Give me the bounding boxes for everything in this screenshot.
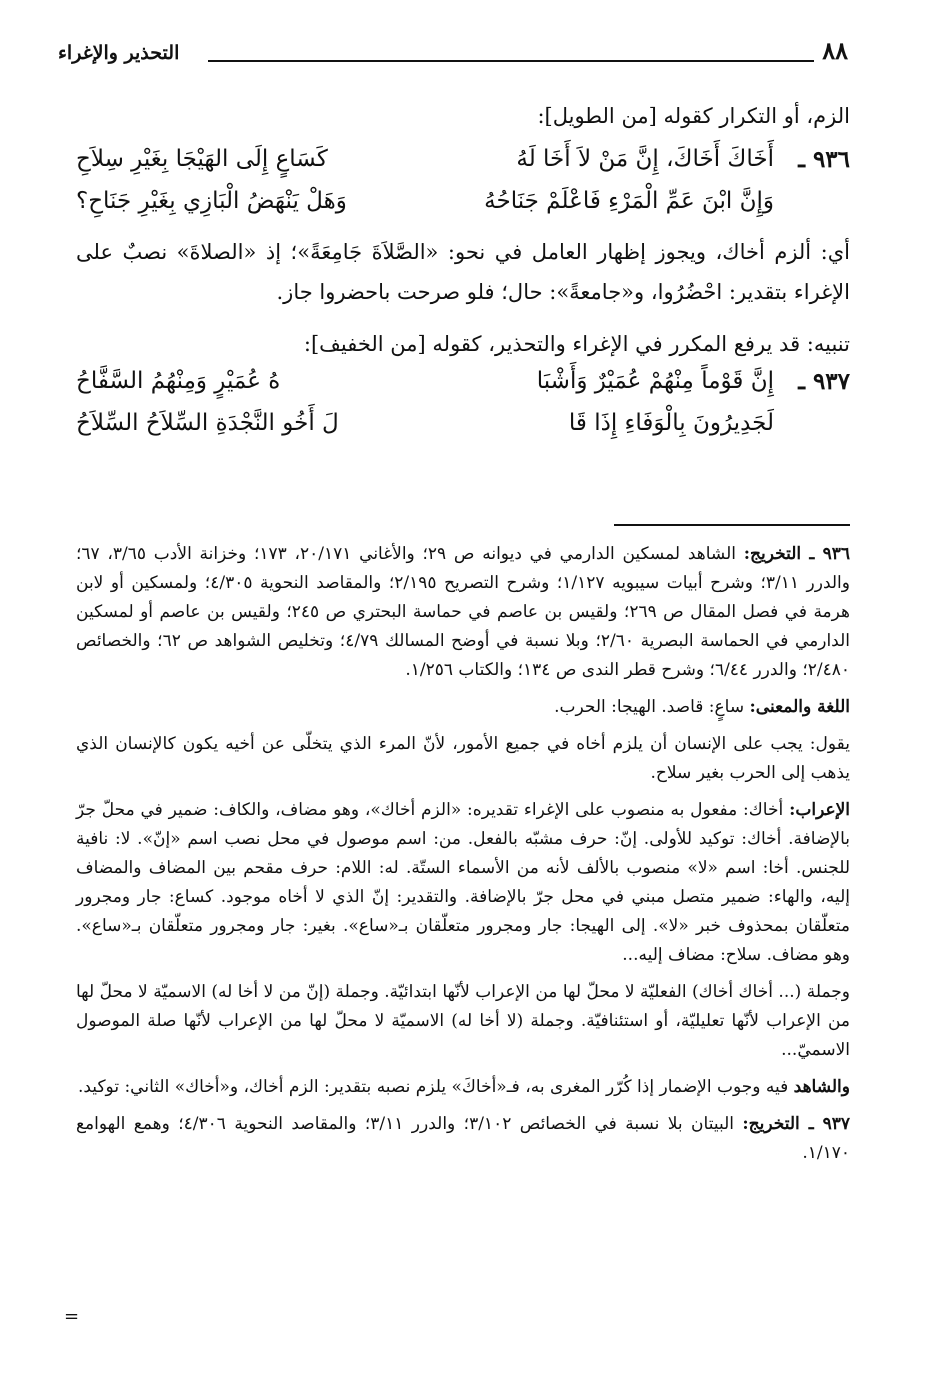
- footnote-divider: [614, 524, 850, 526]
- hemistich: أَخَاكَ أَخَاكَ، إِنَّ مَنْ لاَ أَخَا لَهُ: [516, 146, 774, 172]
- footnote-text: أخاك: مفعول به منصوب على الإغراء تقديره: «الزم أخاك»، وهو مضاف، والكاف: ضمير في محلّ جرّ بالإضافة. أخاك: توكيد للأولى. إنّ: حرف مشبّه بالفعل. من: اسم موصول في محل نصب اسم «إنّ». لا: نافية للجنس. أخا: اسم «لا» منصوب بالألف لأنه من الأسماء الستّة. له: اللام: حرف مقحم بين المضاف والمضاف إليه، والهاء: ضمير متصل مبني في محل جرّ بالإضافة. والتقدير: إنّ الذي لا أخاه موجود. كساع: جار ومجرور متعلّقان بمحذوف خبر «لا». إلى الهيجا: جار ومجرور متعلّقان بـ«ساع». بغير: جار ومجرور متعلّقان بـ«ساع». وهو مضاف. سلاح: مضاف إليه...: [76, 800, 850, 965]
- hemistich: كَسَاعٍ إِلَى الهَيْجَا بِغَيْرِ سِلاَحِ: [76, 146, 328, 172]
- footnote-text: فيه وجوب الإضمار إذا كُرّر المغرى به، فـ«أخاكَ» يلزم نصبه بتقدير: الزم أخاك، و«أخاك» الثاني: توكيد.: [77, 1077, 789, 1097]
- footnote-takhrij-937: [76, 1110, 850, 1168]
- footnote-lugha: [76, 693, 850, 722]
- page-header: [58, 36, 848, 76]
- footnote-label: ٩٣٧ ـ التخريج:: [742, 1114, 850, 1134]
- explanation-paragraph: أي: ألزم أخاك، ويجوز إظهار العامل في نحو: «الصَّلاَةَ جَامِعَةً»؛ إذ «الصلاةَ» نصبٌ على الإغراء بتقدير: احْضُرُوا، و«جامعةً»: حال؛ فلو صرحت باحضروا جاز.: [76, 240, 850, 304]
- footnote-text: الشاهد لمسكين الدارمي في ديوانه ص ٢٩؛ والأغاني ٢٠/١٧١، ١٧٣؛ وخزانة الأدب ٣/٦٥، ٦٧؛ والدرر ٣/١١؛ وشرح أبيات سيبويه ١/١٢٧؛ وشرح التصريح ٢/١٩٥؛ والمقاصد النحوية ٤/٣٠٥؛ ولمسكين أو لابن هرمة في فصل المقال ص ٢٦٩؛ ولقيس بن عاصم في حماسة البحتري ص ٢٤٥؛ ولقيس بن عاصم أو لمسكين الدارمي في الحماسة البصرية ٢/٦٠؛ وبلا نسبة في أوضح المسالك ٤/٧٩؛ وتخليص الشواهد ص ٦٢؛ والخصائص ٢/٤٨٠؛ والدرر ٦/٤٤؛ وشرح قطر الندى ص ١٣٤؛ والكتاب ١/٢٥٦.: [76, 544, 851, 680]
- hemistich: هُ عُمَيْرٍ وَمِنْهُمُ السَّفَّاحُ: [76, 368, 281, 394]
- note-line: تنبيه: قد يرفع المكرر في الإغراء والتحذير، كقوله [من الخفيف]:: [303, 332, 850, 356]
- footnote-shahid: [76, 1073, 850, 1102]
- header-rule: [208, 60, 814, 62]
- footnote-meaning: يقول: يجب على الإنسان أن يلزم أخاه في جميع الأمور، لأنّ المرء الذي يتخلّى عن أخيه يكون كالإنسان الذي يذهب إلى الحرب بغير سلاح.: [76, 734, 850, 783]
- verse-936: [76, 142, 850, 232]
- footnote-takhrij-936: [76, 540, 850, 685]
- hemistich: إِنَّ قَوْماً مِنْهُمْ عُمَيْرٌ وَأَشْبَا: [536, 368, 774, 394]
- footnote-label: الإعراب:: [789, 800, 851, 820]
- main-text: [76, 96, 850, 454]
- hemistich: لَجَدِيرُونَ بِالْوَفَاءِ إِذَا قَا: [568, 410, 774, 436]
- continuation-mark: =: [64, 1306, 80, 1327]
- footnote-text: ساعٍ: قاصد. الهيجا: الحرب.: [554, 697, 745, 717]
- intro-line: الزم، أو التكرار كقوله [من الطويل]:: [537, 104, 850, 128]
- footnote-jumla: وجملة (... أخاك أخاك) الفعليّة لا محلّ لها من الإعراب لأنّها ابتدائيّة. وجملة (إنّ من لا أخا له) الاسميّة لا محلّ لها من الإعراب لأنّها تعليليّة، أو استئنافيّة. وجملة (لا أخا له) الاسميّة لا محلّ لها من الإعراب لأنّها صلة الموصول الاسميّ...: [76, 982, 850, 1060]
- hemistich: وَهَلْ يَنْهَضُ الْبَازِي بِغَيْرِ جَنَاحِ؟: [76, 188, 347, 214]
- footnotes: [76, 540, 850, 1168]
- hemistich: وَإِنَّ ابْنَ عَمِّ الْمَرْءِ فَاعْلَمْ جَنَاحُهُ: [484, 188, 774, 214]
- footnote-label: ٩٣٦ ـ التخريج:: [743, 544, 851, 564]
- verse-number: ٩٣٧ ـ: [798, 368, 850, 395]
- footnote-label: والشاهد: [793, 1077, 850, 1097]
- verse-number: ٩٣٦ ـ: [798, 146, 850, 173]
- running-title: التحذير والإغراء: [58, 42, 180, 64]
- footnote-irab: [76, 796, 850, 970]
- hemistich: لَ أَخُو النَّجْدَةِ السِّلاَحُ السِّلاَحُ: [76, 410, 339, 436]
- footnote-text: البيتان بلا نسبة في الخصائص ٣/١٠٢؛ والدرر ٣/١١؛ والمقاصد النحوية ٤/٣٠٦؛ وهمع الهوامع ١/١٧٠.: [76, 1114, 850, 1163]
- verse-937: [76, 364, 850, 454]
- page-number: ٨٨: [822, 36, 848, 65]
- footnote-label: اللغة والمعنى:: [749, 697, 850, 717]
